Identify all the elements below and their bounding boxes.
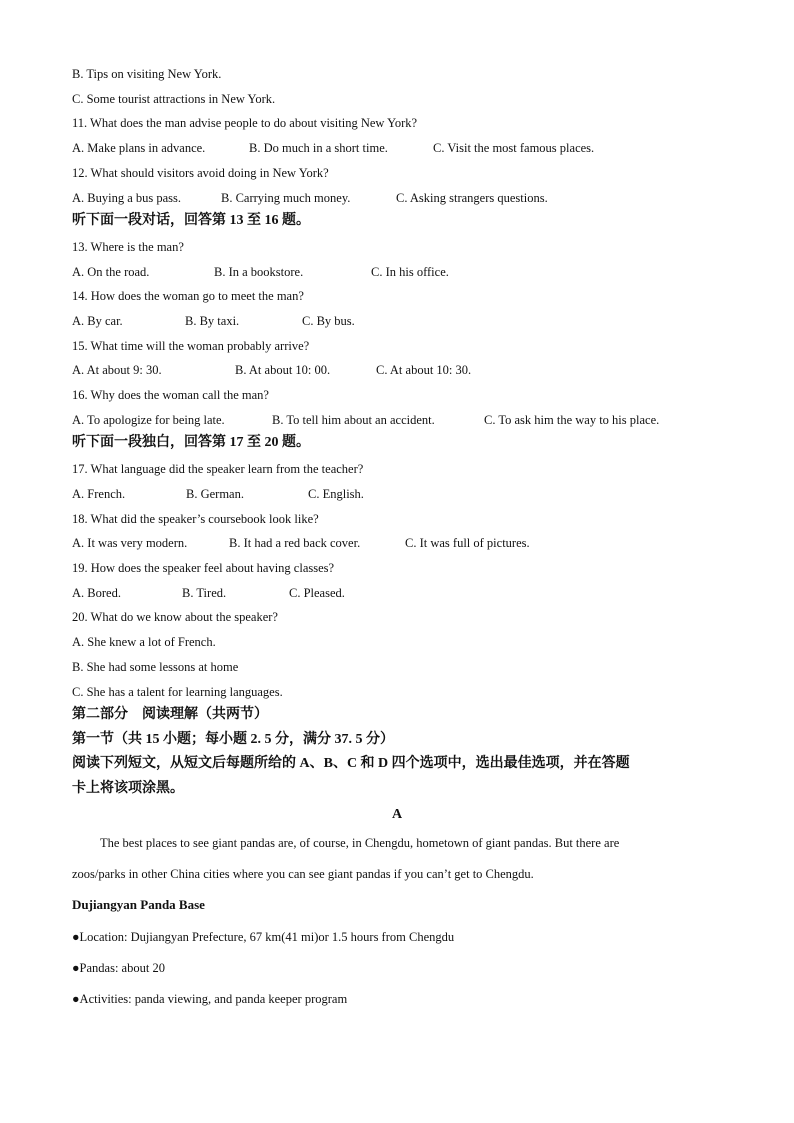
- q19-option-b: B. Tired.: [182, 586, 227, 600]
- passage-line2: zoos/parks in other China cities where you can see giant pandas if you can’t get to Chengdu.: [72, 867, 534, 881]
- part2-title: 第二部分 阅读理解（共两节）: [72, 707, 268, 722]
- q16-option-c: C. To ask him the way to his place.: [484, 413, 660, 427]
- q10-option-c: C. Some tourist attractions in New York.: [72, 92, 276, 106]
- q15-question: 15. What time will the woman probably arrive?: [72, 339, 310, 353]
- section-heading-13-16: 听下面一段对话，回答第 13 至 16 题。: [72, 213, 310, 228]
- q13-question: 13. Where is the man?: [72, 240, 184, 254]
- q19-option-a: A. Bored.: [72, 586, 121, 600]
- q12-option-c: C. Asking strangers questions.: [396, 191, 548, 205]
- q16-option-a: A. To apologize for being late.: [72, 413, 225, 427]
- bullet-pandas: ●Pandas: about 20: [72, 961, 165, 975]
- q12-question: 12. What should visitors avoid doing in New York?: [72, 166, 329, 180]
- q18-question: 18. What did the speaker’s coursebook look like?: [72, 512, 319, 526]
- q17-option-b: B. German.: [186, 487, 244, 501]
- section-heading-17-20: 听下面一段独白，回答第 17 至 20 题。: [72, 435, 310, 450]
- q16-option-b: B. To tell him about an accident.: [272, 413, 435, 427]
- q13-option-b: B. In a bookstore.: [214, 265, 304, 279]
- q11-option-b: B. Do much in a short time.: [249, 141, 388, 155]
- bullet-activities: ●Activities: panda viewing, and panda keeper program: [72, 992, 348, 1006]
- q15-option-c: C. At about 10: 30.: [376, 363, 472, 377]
- q19-question: 19. How does the speaker feel about having classes?: [72, 561, 335, 575]
- instructions-line1: 阅读下列短文，从短文后每题所给的 A、B、C 和 D 四个选项中，选出最佳选项，并在答题: [72, 756, 630, 771]
- passage-label: A: [391, 807, 403, 822]
- q16-question: 16. Why does the woman call the man?: [72, 388, 269, 402]
- q20-option-b: B. She had some lessons at home: [72, 660, 239, 674]
- q11-option-a: A. Make plans in advance.: [72, 141, 206, 155]
- q17-question: 17. What language did the speaker learn from the teacher?: [72, 462, 364, 476]
- q15-option-a: A. At about 9: 30.: [72, 363, 162, 377]
- q14-option-a: A. By car.: [72, 314, 123, 328]
- instructions-line2: 卡上将该项涂黑。: [72, 781, 184, 796]
- q20-question: 20. What do we know about the speaker?: [72, 610, 278, 624]
- q10-option-b: B. Tips on visiting New York.: [72, 67, 222, 81]
- q12-option-a: A. Buying a bus pass.: [72, 191, 182, 205]
- section1-title: 第一节（共 15 小题；每小题 2. 5 分，满分 37. 5 分）: [72, 732, 394, 747]
- q14-option-b: B. By taxi.: [185, 314, 240, 328]
- bullet-location: ●Location: Dujiangyan Prefecture, 67 km(41 mi)or 1.5 hours from Chengdu: [72, 930, 455, 944]
- q11-question: 11. What does the man advise people to do about visiting New York?: [72, 116, 418, 130]
- q18-option-b: B. It had a red back cover.: [229, 536, 361, 550]
- q20-option-c: C. She has a talent for learning languages.: [72, 685, 283, 699]
- q15-option-b: B. At about 10: 00.: [235, 363, 331, 377]
- q18-option-c: C. It was full of pictures.: [405, 536, 530, 550]
- q17-option-c: C. English.: [308, 487, 364, 501]
- q11-option-c: C. Visit the most famous places.: [433, 141, 595, 155]
- q20-option-a: A. She knew a lot of French.: [72, 635, 216, 649]
- q12-option-b: B. Carrying much money.: [221, 191, 351, 205]
- q18-option-a: A. It was very modern.: [72, 536, 188, 550]
- base-title: Dujiangyan Panda Base: [72, 897, 205, 912]
- q14-question: 14. How does the woman go to meet the man?: [72, 289, 304, 303]
- q13-option-c: C. In his office.: [371, 265, 449, 279]
- q19-option-c: C. Pleased.: [289, 586, 345, 600]
- q13-option-a: A. On the road.: [72, 265, 150, 279]
- passage-line1: The best places to see giant pandas are, of course, in Chengdu, hometown of giant pandas. But there are: [100, 836, 620, 850]
- q14-option-c: C. By bus.: [302, 314, 355, 328]
- q17-option-a: A. French.: [72, 487, 126, 501]
